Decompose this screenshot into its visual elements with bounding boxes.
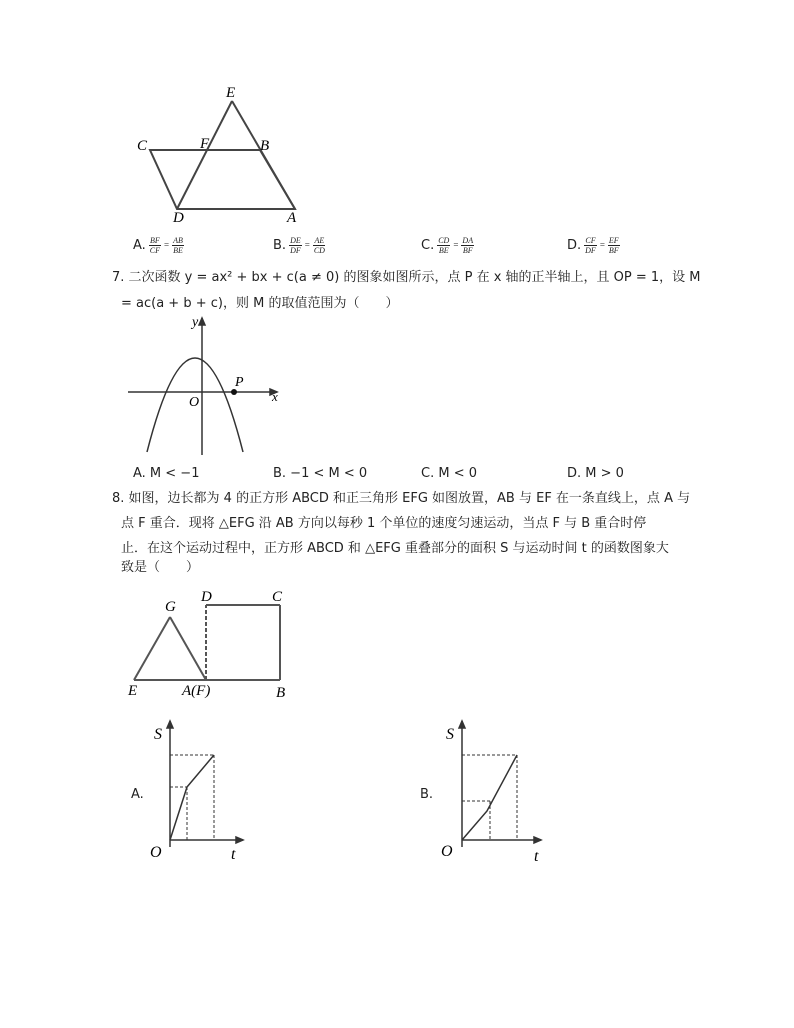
label-G: G [165,599,176,615]
fraction: $\frac{AB}{BE}$ [173,236,183,255]
label-D: D [201,589,212,605]
fraction: $\frac{DE}{DF}$ [290,236,301,255]
label-S: S [446,726,454,743]
fraction: $\frac{BF}{CF}$ [149,236,161,255]
label-B: B [260,138,270,154]
q8-text-line3: 止．在这个运动过程中，正方形 ABCD 和 △EFG 重叠部分的面积 S 与运动时间 t 的函数图象大 [121,541,669,556]
label-P: P [235,375,244,390]
fraction: $\frac{CD}{BE}$ [438,236,450,255]
label-F: F [200,136,210,152]
fraction: $\frac{DA}{BF}$ [462,236,474,255]
label-t: t [231,846,236,863]
label-t: t [534,848,539,865]
label-C: C [272,589,283,605]
fraction: $\frac{EF}{BF}$ [608,236,619,255]
q7-option-a[interactable]: A. M < −1 [133,466,200,481]
q6-option-c[interactable]: C. $\frac{CD}{BE}$ = $\frac{DA}{BF}$ [421,236,474,255]
q6-option-b[interactable]: B. $\frac{DE}{DF}$ = $\frac{AE}{CD}$ [273,236,325,255]
option-letter: D. [567,238,582,253]
label-E: E [128,683,138,699]
label-B: B [276,685,286,700]
label-A-F: A(F) [182,683,211,699]
label-C: C [137,138,148,154]
q7-text-line2: = ac(a + b + c)，则 M 的取值范围为（ ） [121,296,399,311]
figure-parallelogram [125,80,315,230]
option-letter: B. [273,238,287,253]
option-letter: C. [421,238,435,253]
q6-option-a[interactable]: A. $\frac{BF}{CF}$ = $\frac{AB}{BE}$ [133,236,183,255]
q8-option-a-letter[interactable]: A. [131,787,144,802]
label-E: E [226,85,236,101]
q6-option-d[interactable]: D. $\frac{CF}{DF}$ = $\frac{EF}{BF}$ [567,236,619,255]
q8-square-triangle-figure [125,585,300,700]
label-A: A [287,210,297,226]
q8-option-b-letter[interactable]: B. [420,787,434,802]
q8-option-b-graph[interactable] [437,715,552,865]
q8-option-a-graph[interactable] [145,715,255,865]
q8-text-line1: 8. 如图，边长都为 4 的正方形 ABCD 和正三角形 EFG 如图放置，AB 与 EF 在一条直线上，点 A 与 [112,491,691,506]
q7-option-c[interactable]: C. M < 0 [421,466,477,481]
label-y: y [192,315,199,330]
label-x: x [272,389,278,404]
label-O: O [150,844,162,861]
label-O: O [189,395,200,410]
q7-option-d[interactable]: D. M > 0 [567,466,624,481]
fraction: $\frac{CF}{DF}$ [585,236,596,255]
q8-text-line4: 致是（ ） [121,560,200,575]
q7-parabola-graph [125,312,290,457]
q7-text-line1: 7. 二次函数 y = ax² + bx + c(a ≠ 0) 的图象如图所示，点 P 在 x 轴的正半轴上，且 OP = 1，设 M [112,270,701,285]
label-S: S [154,726,162,743]
q7-option-b[interactable]: B. −1 < M < 0 [273,466,368,481]
label-D: D [173,210,184,226]
q8-text-line2: 点 F 重合．现将 △EFG 沿 AB 方向以每秒 1 个单位的速度匀速运动，当点 F 与 B 重合时停 [121,516,647,531]
option-letter: A. [133,238,146,253]
fraction: $\frac{AE}{CD}$ [313,236,325,255]
label-O: O [441,843,453,860]
